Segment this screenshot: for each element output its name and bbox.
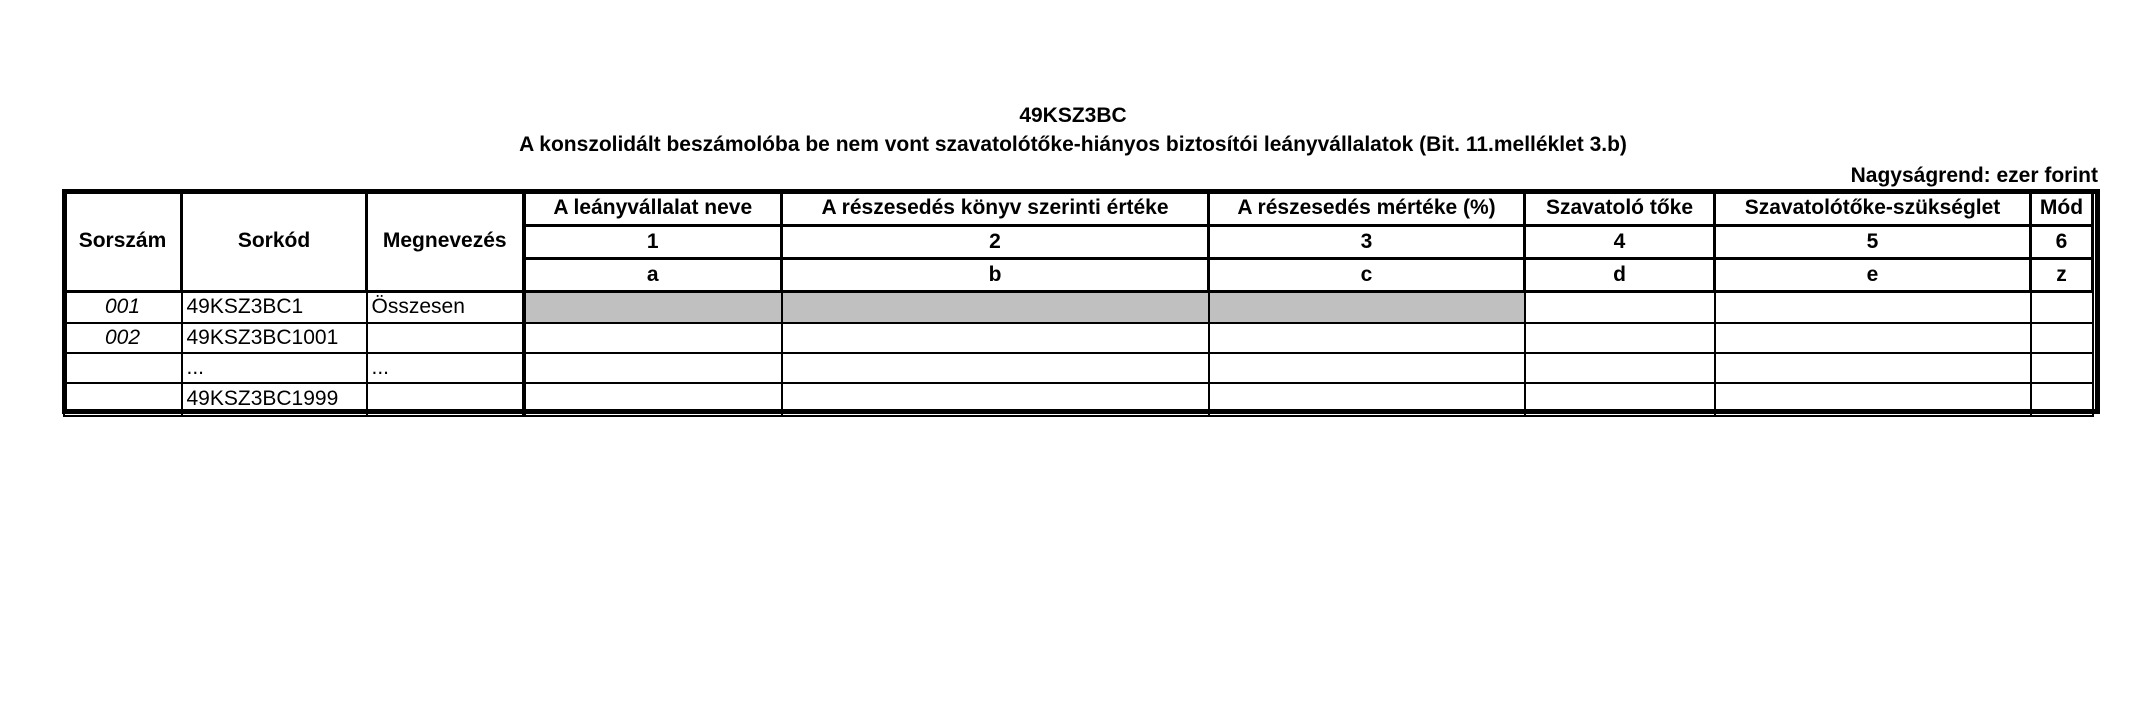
row-sorkod: 49KSZ3BC1	[182, 292, 367, 323]
row-megnevezes	[367, 383, 524, 416]
cell-c-input[interactable]	[1209, 383, 1525, 416]
col-header-sorkod: Sorkód	[182, 191, 367, 292]
cell-e-input[interactable]	[1715, 323, 2031, 353]
report-table	[62, 189, 2094, 417]
col-header-sorszam: Sorszám	[64, 191, 182, 292]
cell-c-input[interactable]	[1209, 353, 1525, 383]
unit-label: Nagyságrend: ezer forint	[1850, 164, 2098, 187]
col-letter-b: b	[782, 259, 1209, 292]
col-letter-e: e	[1715, 259, 2031, 292]
table-row	[64, 323, 2093, 353]
row-sorkod: ...	[182, 353, 367, 383]
cell-c-disabled	[1209, 292, 1525, 323]
cell-d-input[interactable]	[1525, 323, 1715, 353]
col-header-megnevezes: Megnevezés	[367, 191, 524, 292]
table-row	[64, 383, 2093, 416]
form-code: 49KSZ3BC	[1019, 104, 1127, 127]
col-letter-z: z	[2031, 259, 2093, 292]
col-num-2: 2	[782, 226, 1209, 259]
cell-z-input[interactable]	[2031, 383, 2093, 416]
form-title: A konszolidált beszámolóba be nem vont szavatolótőke-hiányos biztosítói leányvállalatok (Bit. 11.melléklet 3.b)	[519, 133, 1627, 156]
table-row	[64, 353, 2093, 383]
cell-e-input[interactable]	[1715, 383, 2031, 416]
row-sorkod: 49KSZ3BC1999	[182, 383, 367, 416]
cell-b-input[interactable]	[782, 323, 1209, 353]
col-letter-c: c	[1209, 259, 1525, 292]
cell-d-input[interactable]	[1525, 383, 1715, 416]
cell-c-input[interactable]	[1209, 323, 1525, 353]
cell-z-input[interactable]	[2031, 353, 2093, 383]
cell-a-disabled	[524, 292, 782, 323]
col-header-name-a: A leányvállalat neve	[524, 191, 782, 226]
row-megnevezes: Összesen	[367, 292, 524, 323]
cell-z-input[interactable]	[2031, 292, 2093, 323]
col-letter-a: a	[524, 259, 782, 292]
cell-e-input[interactable]	[1715, 292, 2031, 323]
cell-d-input[interactable]	[1525, 353, 1715, 383]
row-sorszam: 002	[64, 323, 182, 353]
cell-a-input[interactable]	[524, 323, 782, 353]
row-sorkod: 49KSZ3BC1001	[182, 323, 367, 353]
col-num-6: 6	[2031, 226, 2093, 259]
cell-e-input[interactable]	[1715, 353, 2031, 383]
cell-b-input[interactable]	[782, 383, 1209, 416]
col-header-name-e: Szavatolótőke-szükséglet	[1715, 191, 2031, 226]
col-letter-d: d	[1525, 259, 1715, 292]
cell-b-disabled	[782, 292, 1209, 323]
col-num-5: 5	[1715, 226, 2031, 259]
col-num-1: 1	[524, 226, 782, 259]
col-header-name-c: A részesedés mértéke (%)	[1209, 191, 1525, 226]
row-megnevezes	[367, 323, 524, 353]
cell-b-input[interactable]	[782, 353, 1209, 383]
cell-z-input[interactable]	[2031, 323, 2093, 353]
col-header-name-z: Mód	[2031, 191, 2093, 226]
col-header-name-b: A részesedés könyv szerinti értéke	[782, 191, 1209, 226]
cell-a-input[interactable]	[524, 383, 782, 416]
row-sorszam	[64, 383, 182, 416]
row-sorszam	[64, 353, 182, 383]
row-megnevezes: ...	[367, 353, 524, 383]
col-num-3: 3	[1209, 226, 1525, 259]
cell-a-input[interactable]	[524, 353, 782, 383]
row-sorszam: 001	[64, 292, 182, 323]
col-header-name-d: Szavatoló tőke	[1525, 191, 1715, 226]
col-num-4: 4	[1525, 226, 1715, 259]
cell-d-input[interactable]	[1525, 292, 1715, 323]
table-row	[64, 292, 2093, 323]
